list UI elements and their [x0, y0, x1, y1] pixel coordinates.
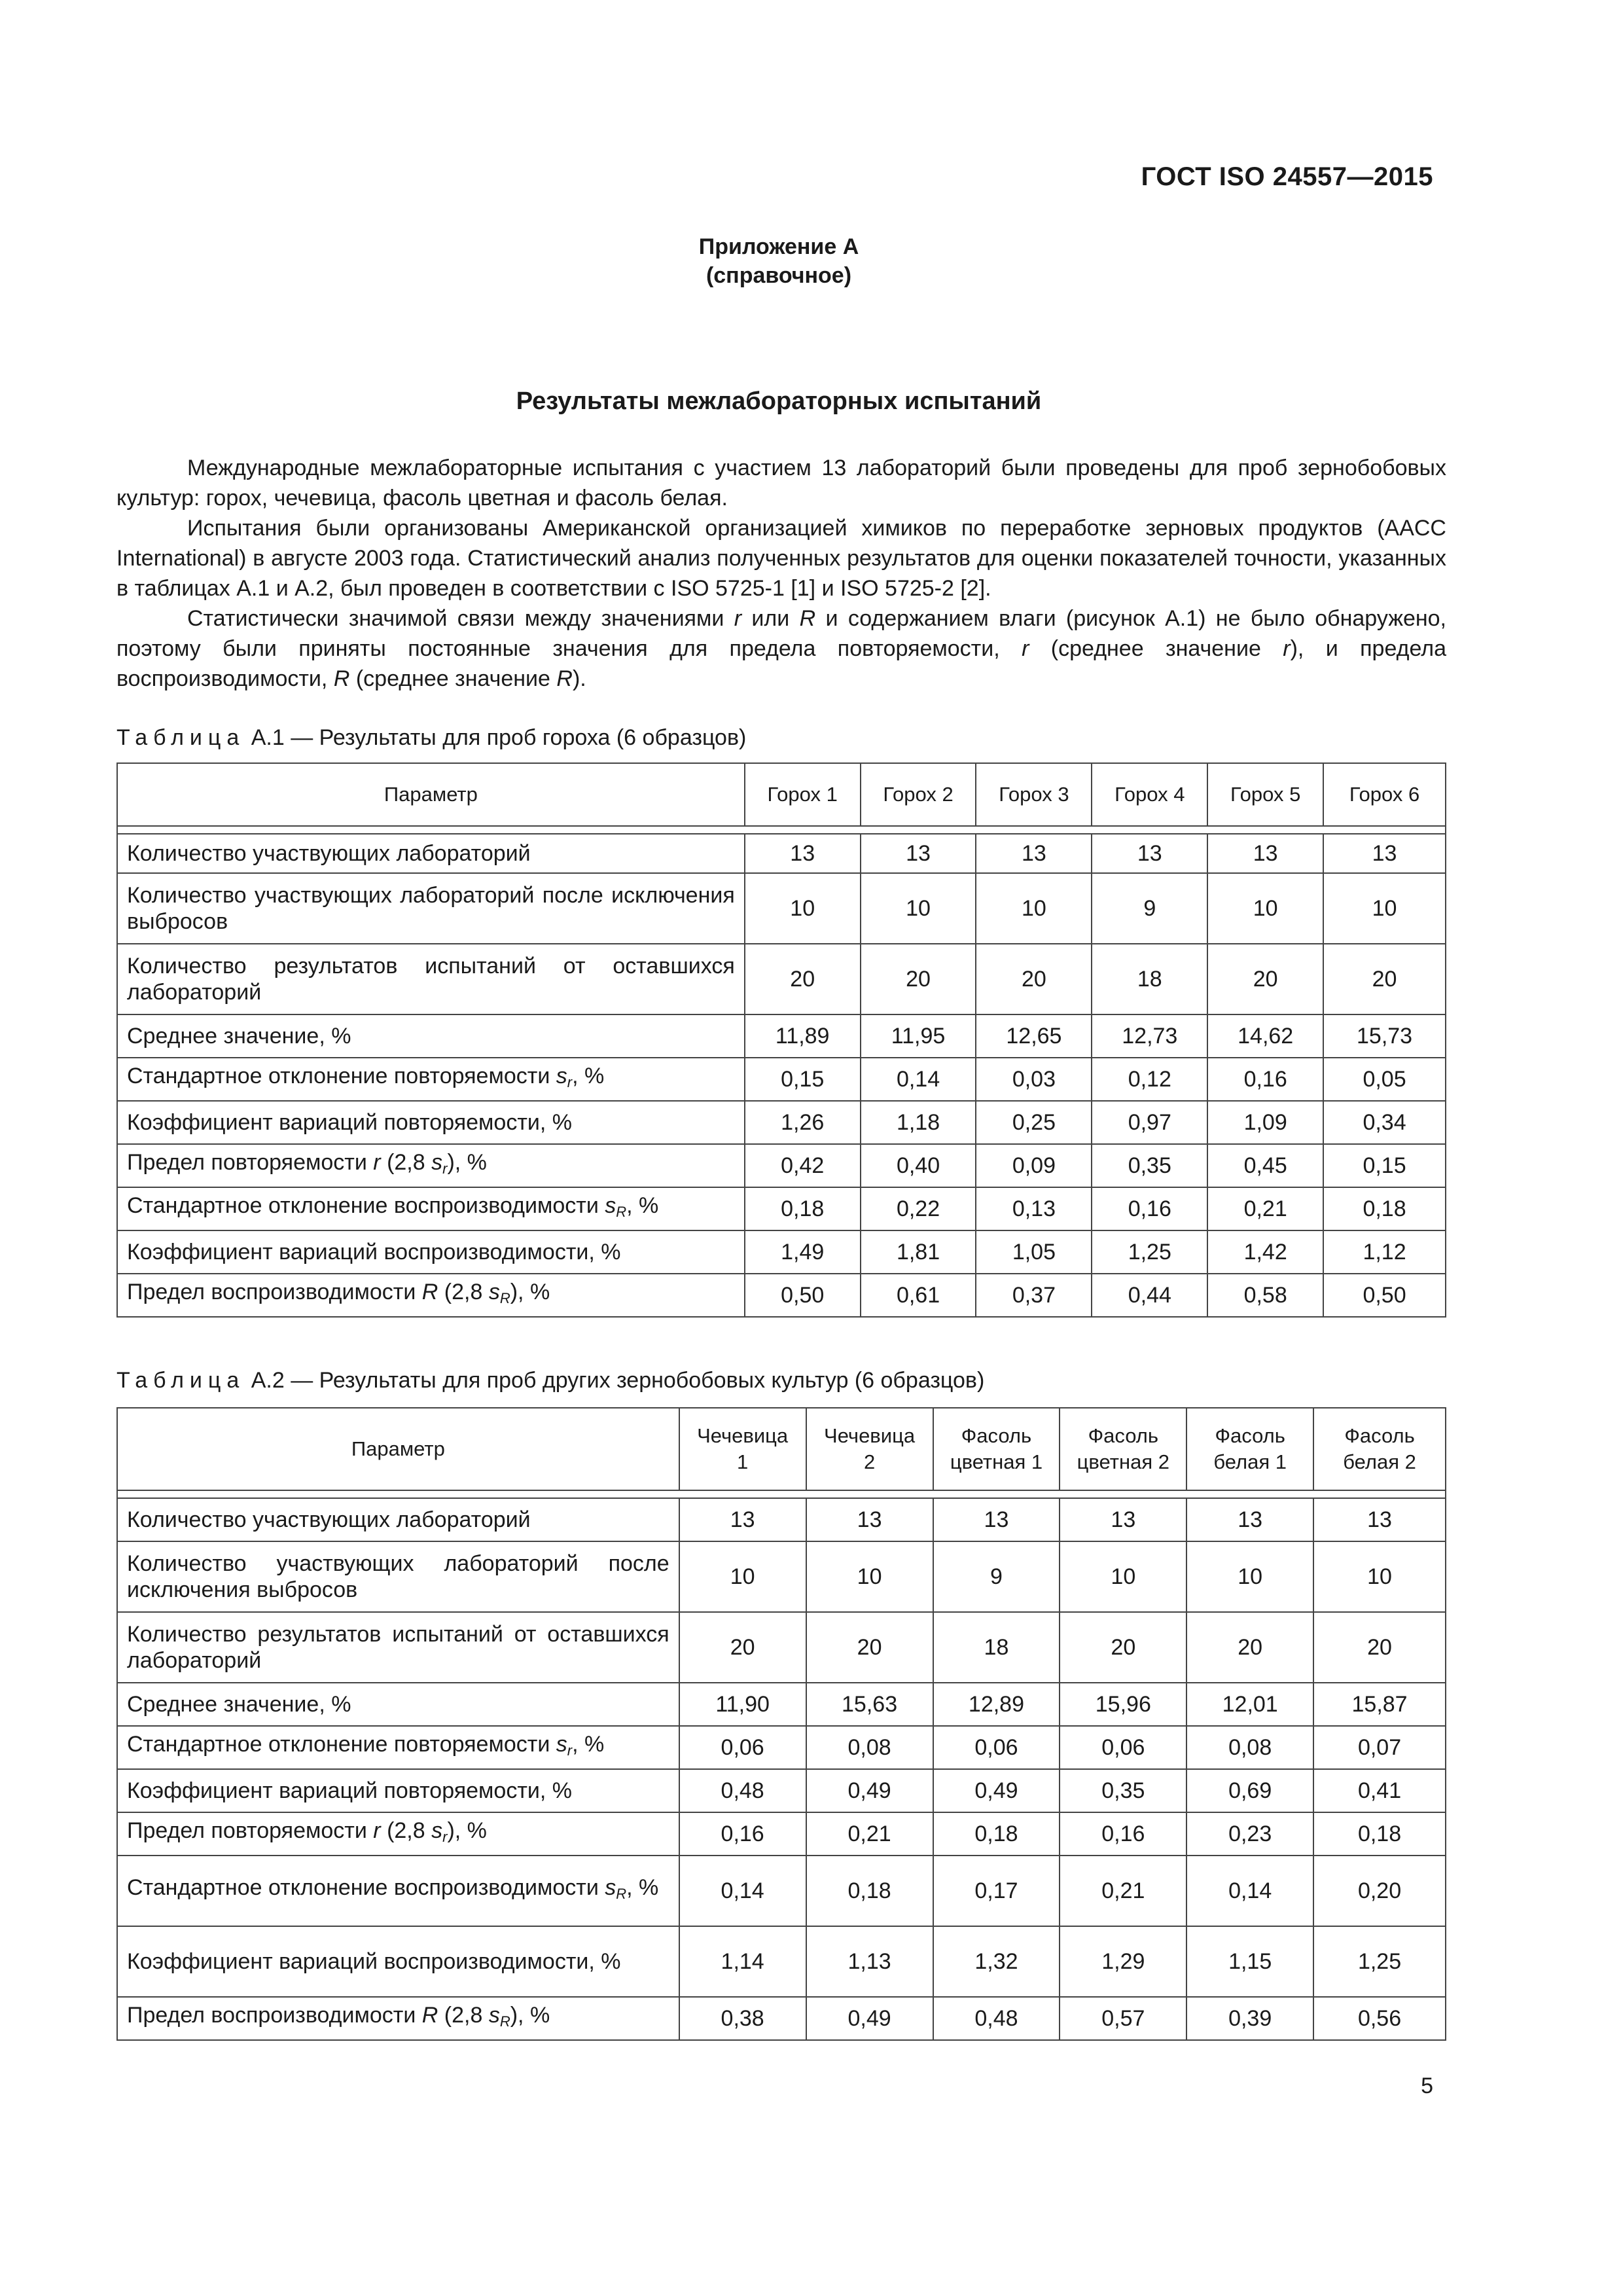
table-spacer-cell: [117, 1490, 1446, 1498]
paragraph-3: Статистически значимой связи между значениями r или R и содержанием влаги (рисунок А.1) не было обнаружено, поэтому были приняты постоянные значения для предела повторяемости, r (среднее значение r), и предела воспроизводимости, R (среднее значение R).: [116, 606, 1447, 691]
cell-value: 1,25: [1092, 1230, 1207, 1274]
cell-value: 0,61: [861, 1274, 976, 1317]
table-row: [117, 1058, 1446, 1101]
table-1-col-header: Горох 2: [861, 763, 976, 826]
row-label: Количество участвующих лабораторий: [117, 834, 745, 873]
cell-value: 0,18: [933, 1812, 1060, 1856]
cell-value: 1,09: [1207, 1101, 1323, 1144]
cell-value: 0,58: [1207, 1274, 1323, 1317]
cell-value: 13: [1207, 834, 1323, 873]
cell-value: 0,49: [806, 1769, 933, 1812]
row-label: Стандартное отклонение повторяемости $s_r$, %: [117, 1726, 679, 1769]
row-label: Предел воспроизводимости R (2,8 $s_R$), %: [117, 1274, 745, 1317]
cell-value: 1,15: [1186, 1926, 1313, 1997]
table-row: [117, 1997, 1446, 2040]
cell-value: 9: [933, 1541, 1060, 1612]
cell-value: 0,13: [976, 1187, 1092, 1230]
cell-value: 0,44: [1092, 1274, 1207, 1317]
cell-value: 0,42: [745, 1144, 861, 1187]
cell-value: 0,07: [1313, 1726, 1446, 1769]
cell-value: 0,08: [1186, 1726, 1313, 1769]
table-spacer-row: [117, 1490, 1446, 1498]
cell-value: 0,37: [976, 1274, 1092, 1317]
body-text: [116, 453, 1446, 694]
cell-value: 0,49: [933, 1769, 1060, 1812]
table-2-col-header-line1: Чечевица: [697, 1424, 789, 1447]
cell-value: 10: [1060, 1541, 1186, 1612]
cell-value: 0,21: [1207, 1187, 1323, 1230]
cell-value: 0,21: [1060, 1856, 1186, 1926]
row-label: Коэффициент вариаций воспроизводимости, %: [117, 1230, 745, 1274]
cell-value: 0,49: [806, 1997, 933, 2040]
cell-value: 0,48: [933, 1997, 1060, 2040]
cell-value: 0,21: [806, 1812, 933, 1856]
cell-value: 0,15: [745, 1058, 861, 1101]
cell-value: 20: [1186, 1612, 1313, 1683]
cell-value: 0,38: [679, 1997, 806, 2040]
table-1-caption-word: Таблица: [116, 725, 245, 750]
cell-value: 0,41: [1313, 1769, 1446, 1812]
table-2-caption: [116, 1368, 984, 1393]
cell-value: 13: [1186, 1498, 1313, 1541]
cell-value: 10: [1207, 873, 1323, 944]
row-label: Количество участвующих лабораторий после исключения выбросов: [117, 1541, 679, 1612]
cell-value: 10: [1323, 873, 1446, 944]
cell-value: 20: [1207, 944, 1323, 1014]
cell-value: 0,16: [1060, 1812, 1186, 1856]
cell-value: 13: [976, 834, 1092, 873]
cell-value: 13: [861, 834, 976, 873]
table-spacer-cell: [117, 826, 1446, 834]
cell-value: 0,25: [976, 1101, 1092, 1144]
cell-value: 0,06: [679, 1726, 806, 1769]
table-2-col-header: [933, 1408, 1060, 1490]
cell-value: 1,32: [933, 1926, 1060, 1997]
cell-value: 0,14: [861, 1058, 976, 1101]
table-2-caption-text: А.2 — Результаты для проб других зернобобовых культур (6 образцов): [245, 1368, 985, 1393]
table-2-col-header: [1060, 1408, 1186, 1490]
table-row: [117, 1187, 1446, 1230]
row-label: Среднее значение, %: [117, 1014, 745, 1058]
standard-designation: ГОСТ ISO 24557—2015: [1141, 162, 1433, 191]
cell-value: 12,73: [1092, 1014, 1207, 1058]
cell-value: 0,22: [861, 1187, 976, 1230]
cell-value: 13: [745, 834, 861, 873]
table-2-col-header-line1: Чечевица: [824, 1424, 916, 1447]
table-2-col-header-line1: Фасоль: [1215, 1424, 1285, 1447]
table-row: [117, 834, 1446, 873]
cell-value: 0,40: [861, 1144, 976, 1187]
section-title: Результаты межлабораторных испытаний: [516, 387, 1042, 415]
cell-value: 9: [1092, 873, 1207, 944]
cell-value: 11,90: [679, 1683, 806, 1726]
row-label: Коэффициент вариаций воспроизводимости, %: [117, 1926, 679, 1997]
paragraph-1: Международные межлабораторные испытания с участием 13 лабораторий были проведены для проб зернобобовых культур: горох, чечевица, фасоль цветная и фасоль белая.: [116, 456, 1446, 511]
table-row: [117, 1856, 1446, 1926]
row-label: Предел повторяемости r (2,8 $s_r$), %: [117, 1144, 745, 1187]
table-2-col-header-line2: 1: [737, 1450, 749, 1473]
cell-value: 0,50: [1323, 1274, 1446, 1317]
annex-status: (справочное): [705, 263, 852, 288]
page-number: 5: [1421, 2073, 1433, 2098]
table-row: [117, 944, 1446, 1014]
cell-value: 1,13: [806, 1926, 933, 1997]
table-row: [117, 1726, 1446, 1769]
table-spacer-row: [117, 826, 1446, 834]
cell-value: 20: [1060, 1612, 1186, 1683]
cell-value: 20: [1313, 1612, 1446, 1683]
table-row: [117, 1769, 1446, 1812]
row-label: Стандартное отклонение воспроизводимости $s_R$, %: [117, 1856, 679, 1926]
cell-value: 0,14: [679, 1856, 806, 1926]
table-2-col-header-line1: Фасоль: [1088, 1424, 1159, 1447]
table-row: [117, 1683, 1446, 1726]
row-label: Предел повторяемости r (2,8 $s_r$), %: [117, 1812, 679, 1856]
cell-value: 13: [806, 1498, 933, 1541]
cell-value: 0,17: [933, 1856, 1060, 1926]
cell-value: 0,35: [1092, 1144, 1207, 1187]
cell-value: 12,65: [976, 1014, 1092, 1058]
cell-value: 20: [806, 1612, 933, 1683]
cell-value: 0,03: [976, 1058, 1092, 1101]
cell-value: 0,16: [1092, 1187, 1207, 1230]
table-2-col-header: [1186, 1408, 1313, 1490]
table-2-body: [117, 1490, 1446, 2040]
table-2-param-header: Параметр: [117, 1408, 679, 1490]
table-2-col-header: [679, 1408, 806, 1490]
table-row: [117, 1812, 1446, 1856]
cell-value: 10: [806, 1541, 933, 1612]
table-2-col-header-line2: цветная 1: [950, 1450, 1043, 1473]
table-row: [117, 873, 1446, 944]
cell-value: 15,63: [806, 1683, 933, 1726]
cell-value: 10: [1186, 1541, 1313, 1612]
table-1-col-header: Горох 4: [1092, 763, 1207, 826]
table-1-col-header: Горох 3: [976, 763, 1092, 826]
row-label: Количество участвующих лабораторий: [117, 1498, 679, 1541]
row-label: Коэффициент вариаций повторяемости, %: [117, 1101, 745, 1144]
cell-value: 10: [1313, 1541, 1446, 1612]
cell-value: 0,09: [976, 1144, 1092, 1187]
table-1-param-header: Параметр: [117, 763, 745, 826]
cell-value: 12,89: [933, 1683, 1060, 1726]
paragraph-2: Испытания были организованы Американской организацией химиков по переработке зерновых продуктов (AACC International) в августе 2003 года. Статистический анализ полученных результатов для оценки показателей точности, указанных в таблицах А.1 и А.2, был проведен в соответствии с ISO 5725-1 [1] и ISO 5725-2 [2].: [116, 516, 1446, 601]
table-2-col-header-line1: Фасоль: [961, 1424, 1032, 1447]
cell-value: 14,62: [1207, 1014, 1323, 1058]
cell-value: 13: [679, 1498, 806, 1541]
cell-value: 20: [861, 944, 976, 1014]
cell-value: 0,48: [679, 1769, 806, 1812]
cell-value: 20: [745, 944, 861, 1014]
cell-value: 0,15: [1323, 1144, 1446, 1187]
cell-value: 1,49: [745, 1230, 861, 1274]
row-label: Количество результатов испытаний от оставшихся лабораторий: [117, 1612, 679, 1683]
cell-value: 13: [1092, 834, 1207, 873]
cell-value: 0,45: [1207, 1144, 1323, 1187]
cell-value: 0,35: [1060, 1769, 1186, 1812]
table-row: [117, 1612, 1446, 1683]
table-2-col-header-line2: цветная 2: [1077, 1450, 1169, 1473]
cell-value: 0,12: [1092, 1058, 1207, 1101]
table-row: [117, 1144, 1446, 1187]
table-row: [117, 1230, 1446, 1274]
cell-value: 1,29: [1060, 1926, 1186, 1997]
cell-value: 1,81: [861, 1230, 976, 1274]
cell-value: 1,05: [976, 1230, 1092, 1274]
cell-value: 0,18: [806, 1856, 933, 1926]
table-1: [116, 762, 1446, 1318]
cell-value: 13: [933, 1498, 1060, 1541]
cell-value: 0,18: [1313, 1812, 1446, 1856]
table-2-caption-word: Таблица: [116, 1368, 245, 1393]
cell-value: 0,06: [1060, 1726, 1186, 1769]
table-1-col-header: Горох 1: [745, 763, 861, 826]
annex-title: Приложение А: [698, 234, 859, 259]
row-label: Предел воспроизводимости R (2,8 $s_R$), %: [117, 1997, 679, 2040]
row-label: Среднее значение, %: [117, 1683, 679, 1726]
cell-value: 10: [679, 1541, 806, 1612]
row-label: Стандартное отклонение воспроизводимости $s_R$, %: [117, 1187, 745, 1230]
cell-value: 13: [1323, 834, 1446, 873]
cell-value: 1,14: [679, 1926, 806, 1997]
cell-value: 0,14: [1186, 1856, 1313, 1926]
row-label: Количество результатов испытаний от оставшихся лабораторий: [117, 944, 745, 1014]
table-2-col-header: [1313, 1408, 1446, 1490]
table-1-body: [117, 826, 1446, 1317]
cell-value: 11,95: [861, 1014, 976, 1058]
row-label: Количество участвующих лабораторий после исключения выбросов: [117, 873, 745, 944]
cell-value: 0,18: [745, 1187, 861, 1230]
cell-value: 0,34: [1323, 1101, 1446, 1144]
row-label: Коэффициент вариаций повторяемости, %: [117, 1769, 679, 1812]
row-label: Стандартное отклонение повторяемости $s_r$, %: [117, 1058, 745, 1101]
cell-value: 0,57: [1060, 1997, 1186, 2040]
cell-value: 0,23: [1186, 1812, 1313, 1856]
cell-value: 13: [1060, 1498, 1186, 1541]
cell-value: 13: [1313, 1498, 1446, 1541]
table-row: [117, 1101, 1446, 1144]
cell-value: 1,42: [1207, 1230, 1323, 1274]
cell-value: 0,06: [933, 1726, 1060, 1769]
cell-value: 0,08: [806, 1726, 933, 1769]
cell-value: 0,39: [1186, 1997, 1313, 2040]
table-2-col-header-line1: Фасоль: [1344, 1424, 1415, 1447]
cell-value: 18: [1092, 944, 1207, 1014]
table-row: [117, 1274, 1446, 1317]
cell-value: 10: [861, 873, 976, 944]
cell-value: 0,50: [745, 1274, 861, 1317]
table-2: [116, 1407, 1446, 2041]
cell-value: 0,97: [1092, 1101, 1207, 1144]
cell-value: 20: [976, 944, 1092, 1014]
cell-value: 1,12: [1323, 1230, 1446, 1274]
cell-value: 0,05: [1323, 1058, 1446, 1101]
cell-value: 0,16: [1207, 1058, 1323, 1101]
table-2-header-row: [117, 1408, 1446, 1490]
table-2-col-header: [806, 1408, 933, 1490]
table-1-col-header: Горох 5: [1207, 763, 1323, 826]
table-2-col-header-line2: 2: [863, 1450, 876, 1473]
cell-value: 12,01: [1186, 1683, 1313, 1726]
cell-value: 20: [679, 1612, 806, 1683]
cell-value: 15,73: [1323, 1014, 1446, 1058]
table-1-caption: [116, 725, 746, 751]
table-2-col-header-line2: белая 1: [1213, 1450, 1287, 1473]
cell-value: 0,56: [1313, 1997, 1446, 2040]
table-1-caption-text: А.1 — Результаты для проб гороха (6 образцов): [245, 725, 747, 750]
cell-value: 0,69: [1186, 1769, 1313, 1812]
table-2-col-header-line2: белая 2: [1343, 1450, 1416, 1473]
table-1-col-header: Горох 6: [1323, 763, 1446, 826]
cell-value: 15,87: [1313, 1683, 1446, 1726]
cell-value: 1,26: [745, 1101, 861, 1144]
cell-value: 10: [745, 873, 861, 944]
table-1-header-row: [117, 763, 1446, 826]
table-row: [117, 1498, 1446, 1541]
cell-value: 10: [976, 873, 1092, 944]
cell-value: 20: [1323, 944, 1446, 1014]
cell-value: 0,20: [1313, 1856, 1446, 1926]
table-row: [117, 1926, 1446, 1997]
cell-value: 1,18: [861, 1101, 976, 1144]
cell-value: 0,18: [1323, 1187, 1446, 1230]
table-row: [117, 1541, 1446, 1612]
cell-value: 1,25: [1313, 1926, 1446, 1997]
cell-value: 11,89: [745, 1014, 861, 1058]
cell-value: 0,16: [679, 1812, 806, 1856]
cell-value: 18: [933, 1612, 1060, 1683]
table-row: [117, 1014, 1446, 1058]
cell-value: 15,96: [1060, 1683, 1186, 1726]
